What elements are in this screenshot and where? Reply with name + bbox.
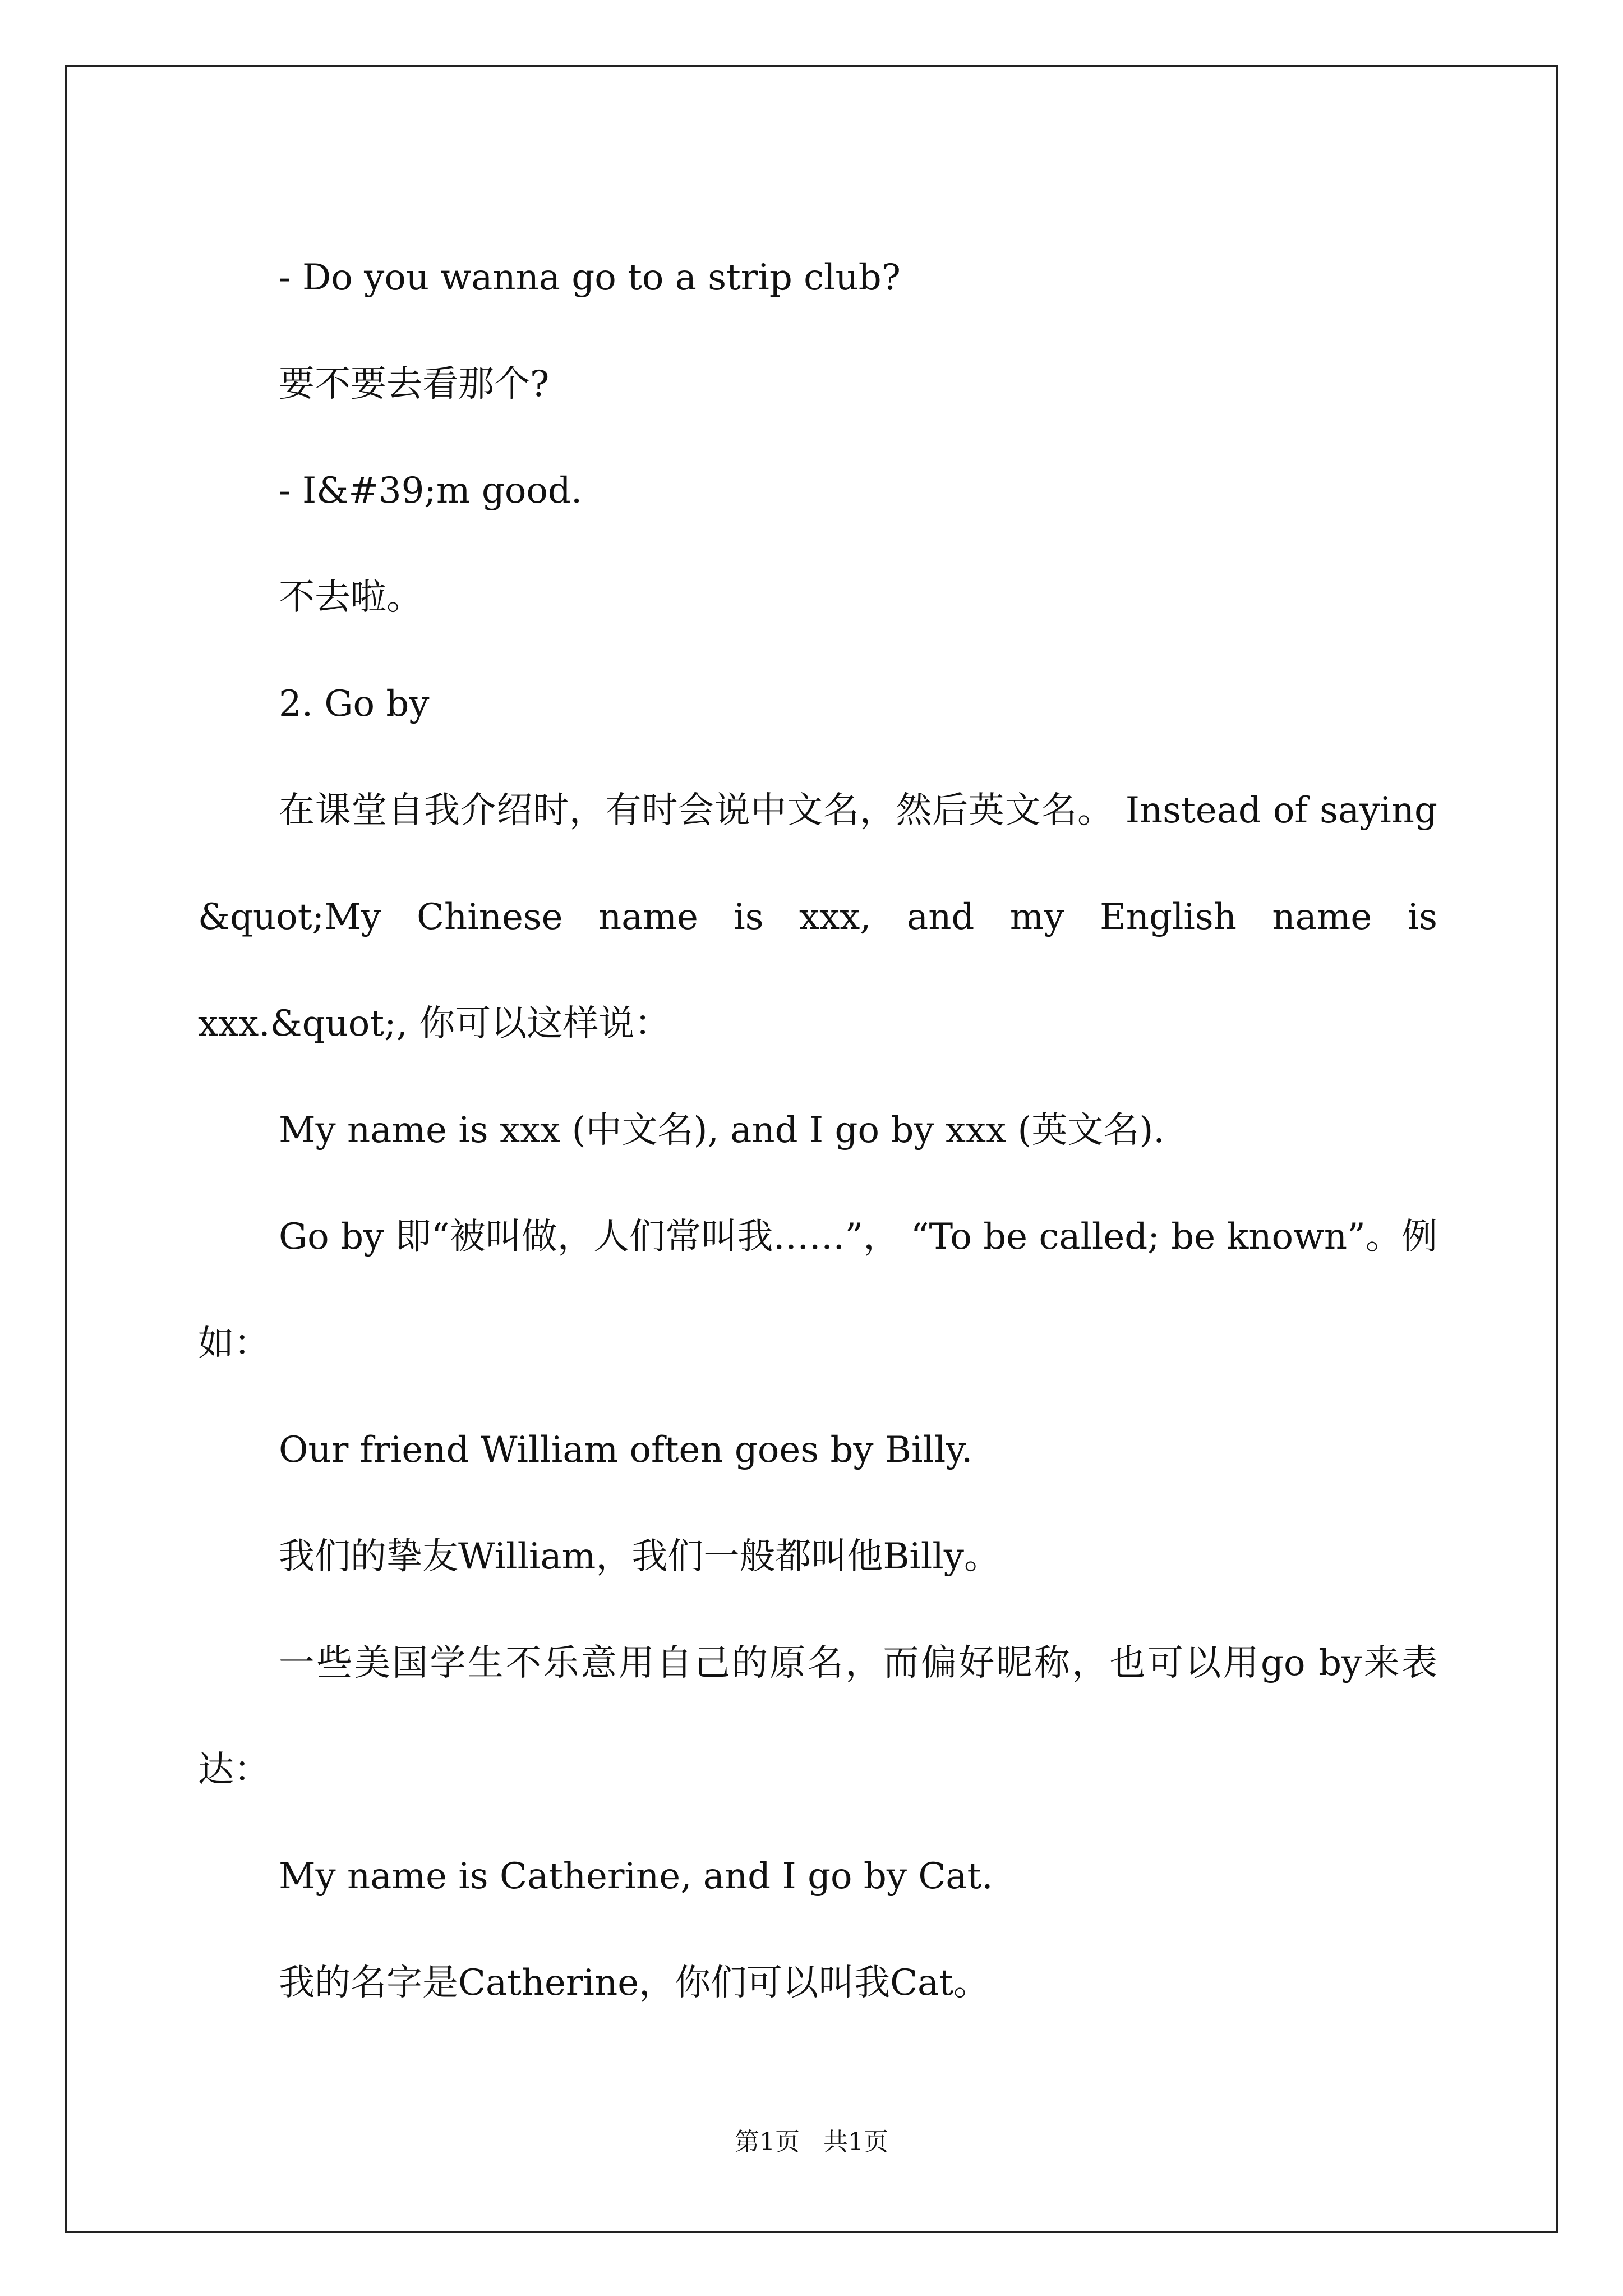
paragraph: 2. Go by [279, 683, 430, 725]
document-body [198, 224, 1437, 2036]
page-footer [0, 2122, 1623, 2157]
paragraph: - I&#39;m good. [279, 470, 583, 512]
paragraph: 一些美国学生不乐意用自己的原名，而偏好昵称，也可以用go by来表达： [198, 1642, 1437, 1791]
paragraph: Go by 即“被叫做，人们常叫我……”， “To be called; be known”。例如： [198, 1216, 1437, 1364]
page-total: 共1页 [823, 2128, 888, 2156]
paragraph: 不去啦。 [279, 577, 422, 618]
page-number: 第1页 [735, 2128, 800, 2156]
paragraph: My name is Catherine, and I go by Cat. [279, 1856, 993, 1897]
paragraph: 在课堂自我介绍时，有时会说中文名，然后英文名。 Instead of saying &quot;My Chinese name is xxx, and my English name is xxx.&quot;, 你可以这样说： [198, 790, 1437, 1045]
paragraph: 我们的挚友William，我们一般都叫他Billy。 [279, 1536, 1000, 1577]
paragraph: My name is xxx (中文名), and I go by xxx (英文名). [279, 1110, 1165, 1151]
paragraph: - Do you wanna go to a strip club? [279, 257, 901, 298]
paragraph: 我的名字是Catherine，你们可以叫我Cat。 [279, 1962, 989, 2004]
paragraph: 要不要去看那个? [279, 364, 550, 405]
paragraph: Our friend William often goes by Billy. [279, 1429, 973, 1471]
